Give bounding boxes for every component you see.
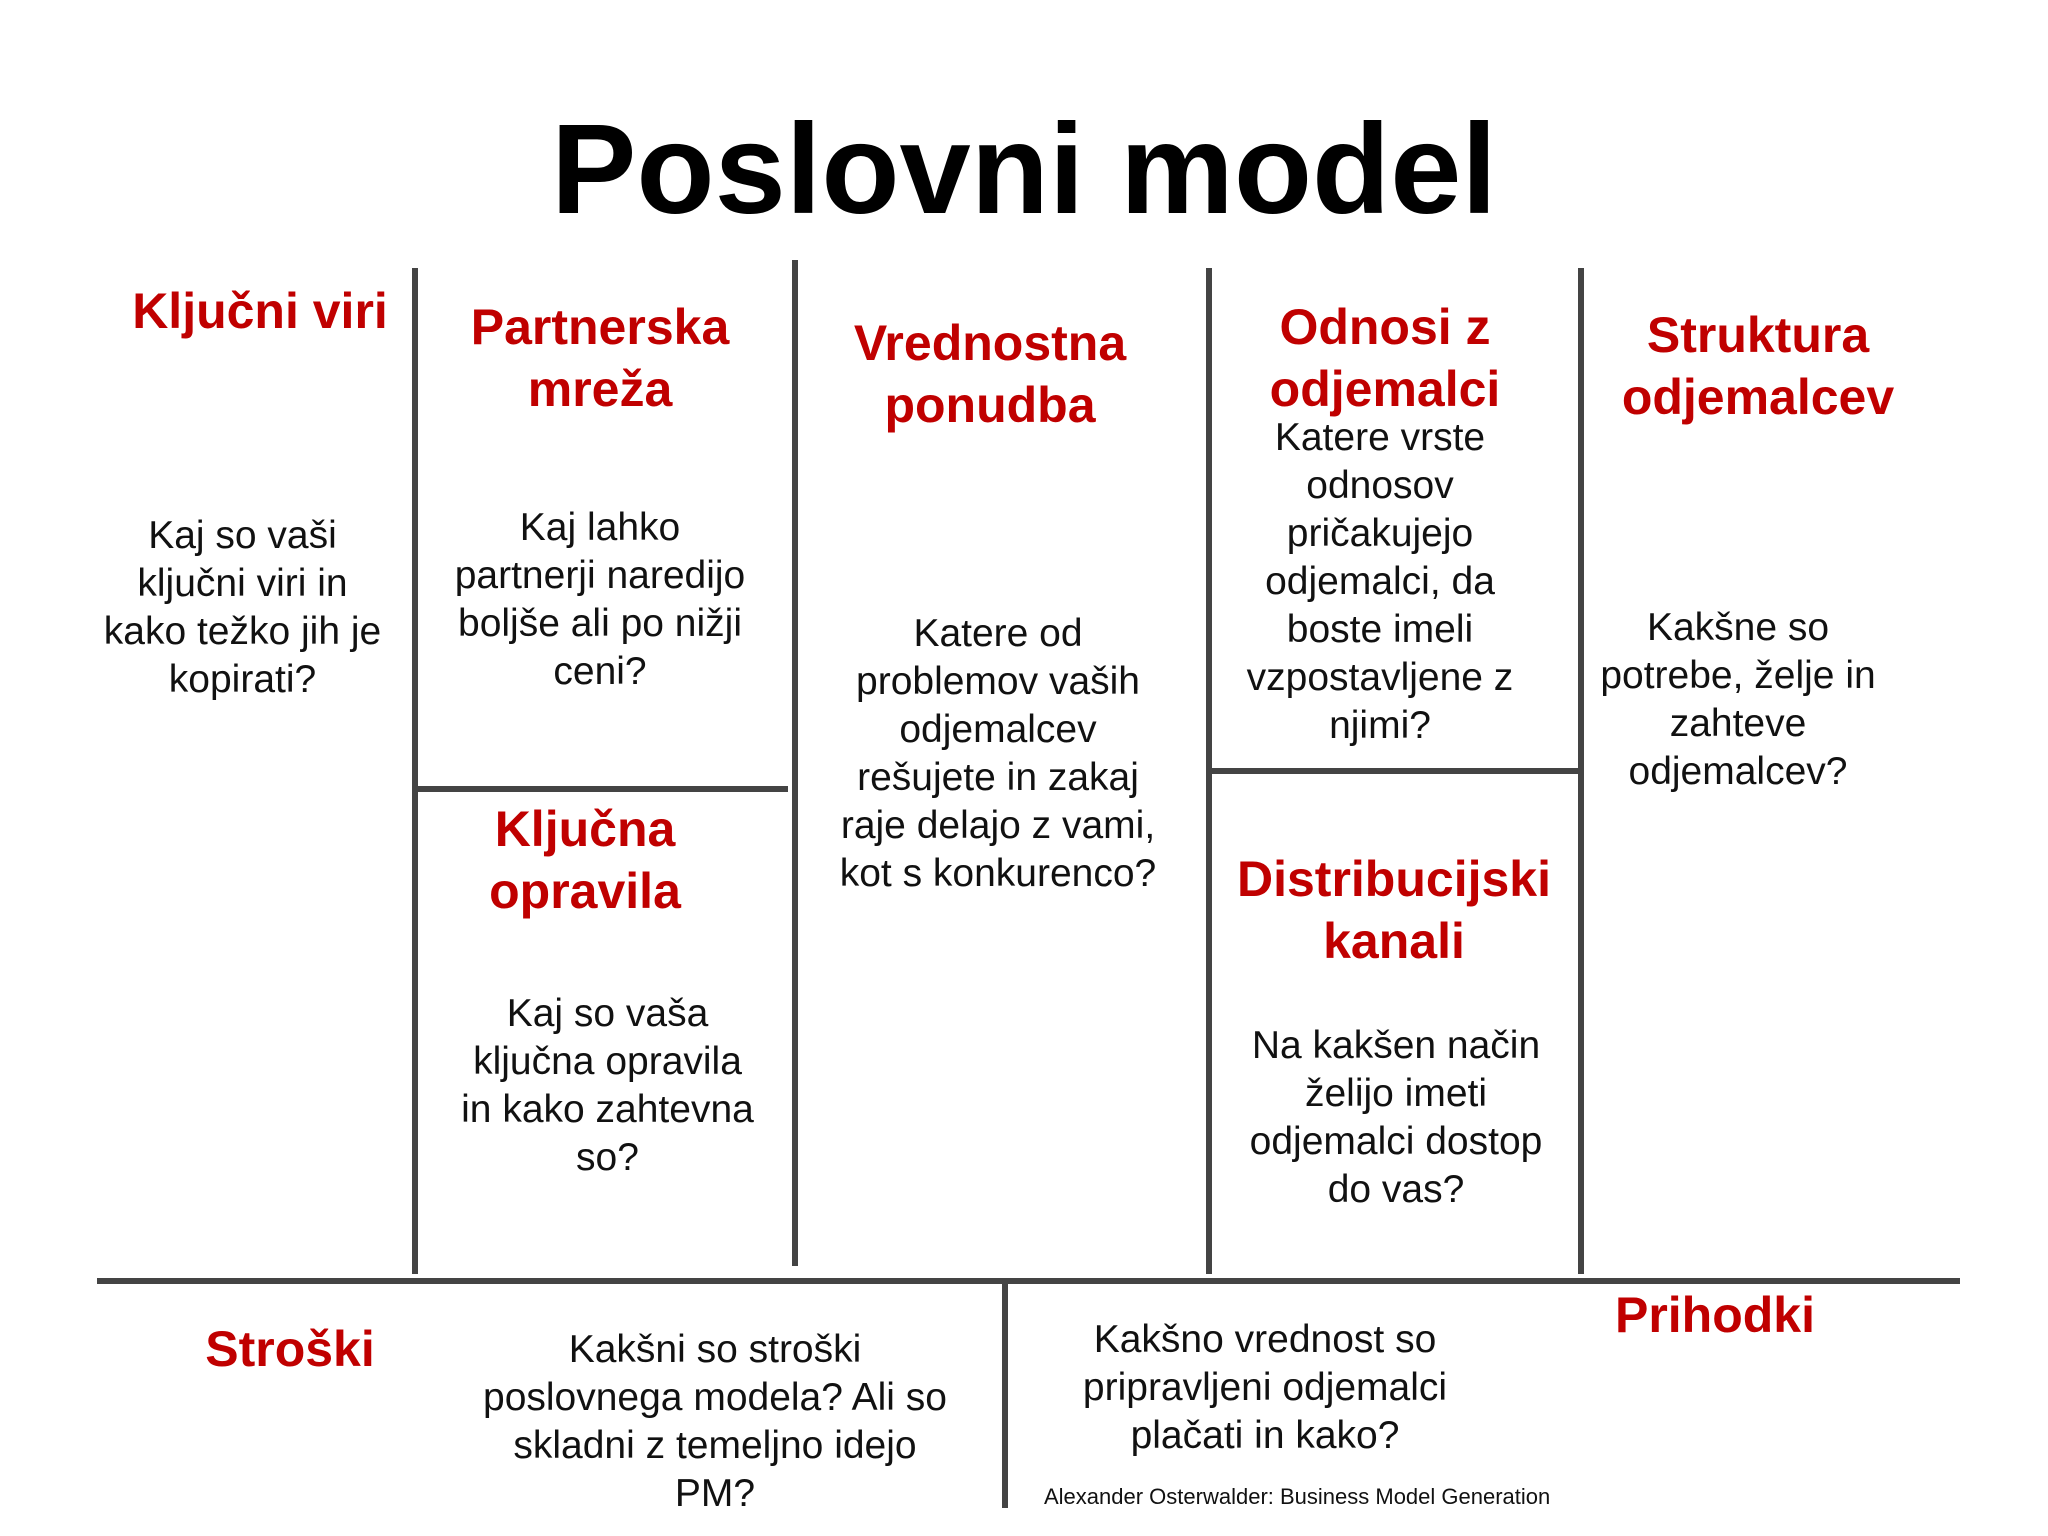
- source-credit: Alexander Osterwalder: Business Model Generation: [1044, 1484, 1551, 1509]
- block-question-vrednostna-ponudba: Katere od problemov vaših odjemalcev rešujete in zakaj raje delajo z vami, kot s konkurenco?: [839, 612, 1157, 895]
- divider-line: [412, 268, 418, 1274]
- block-heading-stroski: Stroški: [205, 1321, 375, 1377]
- block-heading-kljucna-opravila: Ključna opravila: [489, 801, 681, 919]
- block-question-prihodki: Kakšno vrednost so pripravljeni odjemalci plačati in kako?: [1082, 1318, 1448, 1457]
- block-heading-distribucijski-kanali: Distribucijski kanali: [1237, 851, 1551, 969]
- divider-line: [1209, 768, 1581, 774]
- block-question-distribucijski-kanali: Na kakšen način želijo imeti odjemalci dostop do vas?: [1249, 1024, 1543, 1211]
- divider-line: [792, 260, 798, 1266]
- block-heading-kljucni-viri: Ključni viri: [132, 283, 388, 339]
- block-heading-odnosi-z-odjemalci: Odnosi z odjemalci: [1269, 299, 1501, 417]
- block-heading-vrednostna-ponudba: Vrednostna ponudba: [853, 315, 1127, 433]
- block-question-kljucna-opravila: Kaj so vaša ključna opravila in kako zahtevna so?: [461, 992, 754, 1179]
- block-heading-partnerska-mreza: Partnerska mreža: [470, 299, 730, 417]
- block-question-stroski: Kakšni so stroški poslovnega modela? Ali so skladni z temeljno idejo PM?: [483, 1328, 947, 1515]
- block-heading-struktura-odjemalcev: Struktura odjemalcev: [1621, 307, 1895, 425]
- page-title: Poslovni model: [551, 98, 1497, 241]
- block-question-kljucni-viri: Kaj so vaši ključni viri in kako težko jih je kopirati?: [103, 514, 382, 701]
- block-heading-prihodki: Prihodki: [1614, 1287, 1816, 1343]
- divider-line: [415, 786, 788, 792]
- block-question-partnerska-mreza: Kaj lahko partnerji naredijo boljše ali po nižji ceni?: [454, 506, 746, 693]
- block-question-odnosi-z-odjemalci: Katere vrste odnosov pričakujejo odjemalci, da boste imeli vzpostavljene z njimi?: [1246, 416, 1514, 747]
- divider-line: [1002, 1280, 1008, 1508]
- block-question-struktura-odjemalcev: Kakšne so potrebe, želje in zahteve odjemalcev?: [1600, 606, 1876, 793]
